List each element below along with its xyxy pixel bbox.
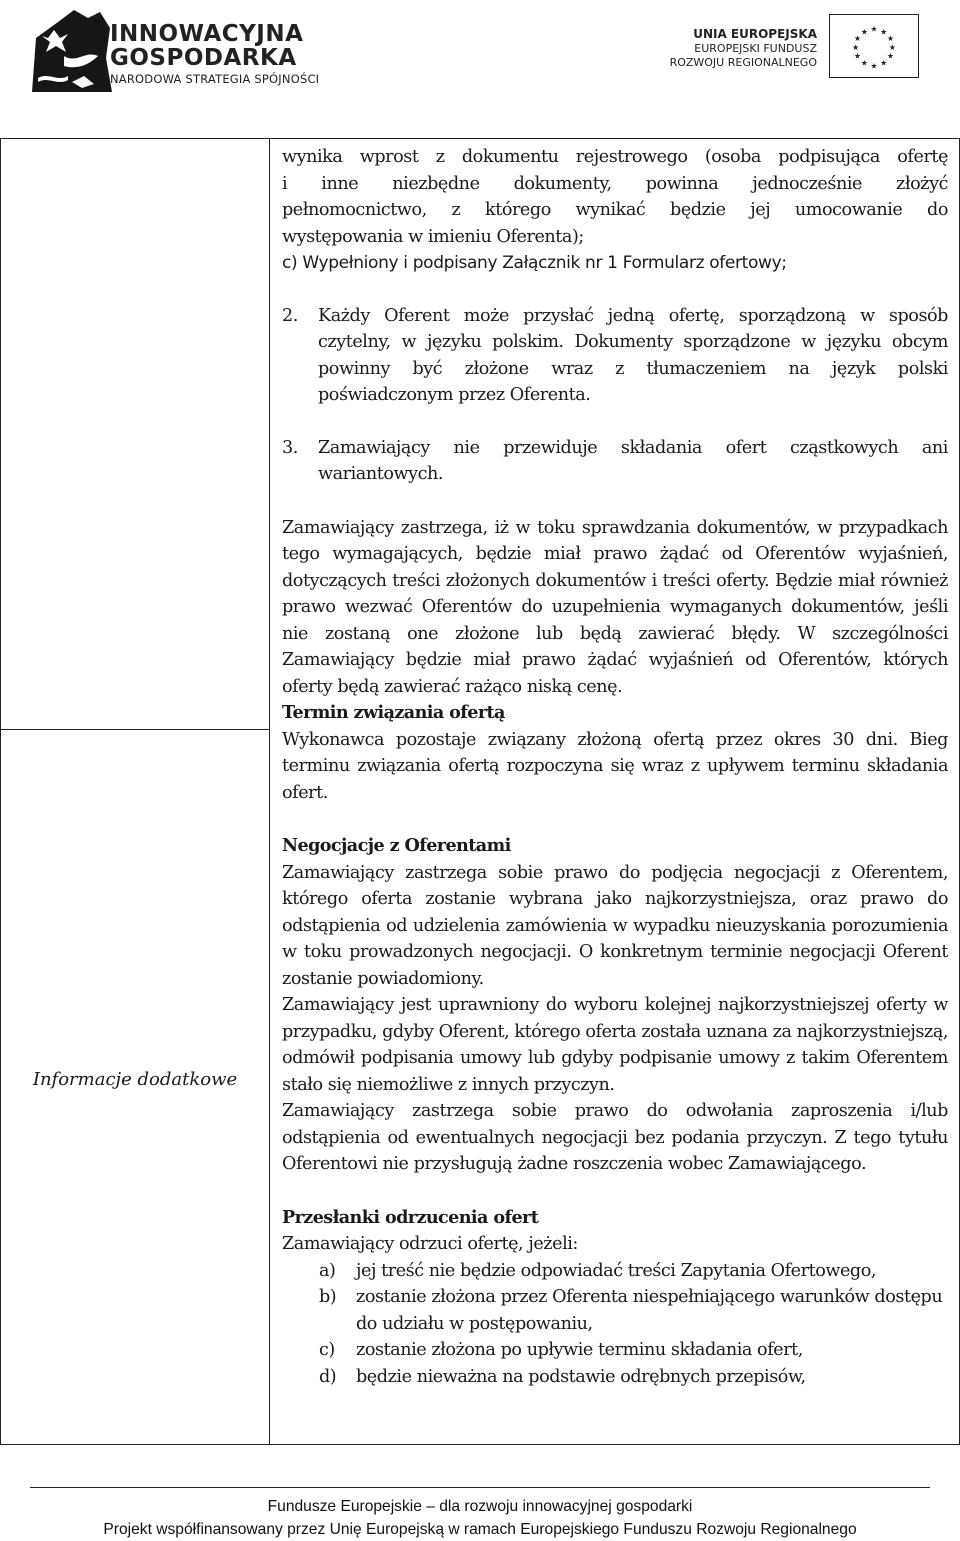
eu-line-2: EUROPEJSKI FUNDUSZ — [694, 42, 817, 55]
svg-text:★: ★ — [880, 27, 888, 37]
list-item — [319, 1258, 948, 1285]
svg-text:★: ★ — [880, 58, 888, 68]
svg-text:★: ★ — [886, 51, 894, 61]
paragraph-negocjacje-1: Zamawiający zastrzega sobie prawo do podjęcia negocjacji z Oferentem, którego oferta zostanie wybrana jako najkorzystniejsza, oraz prawo do odstąpienia od udzielenia zamówienia w wypadku nieuzyskania porozumienia w toku prowadzonych negocjacji. O konkretnym terminie negocjacji Oferent zostanie powiadomiony. — [282, 862, 948, 989]
list-item — [319, 1337, 948, 1364]
list-item — [319, 1364, 948, 1391]
przeslanki-list — [319, 1258, 948, 1391]
svg-text:★: ★ — [860, 27, 868, 37]
przeslanki-intro: Zamawiający odrzuci ofertę, jeżeli: — [282, 1234, 578, 1254]
list-item-letter: d) — [319, 1366, 337, 1387]
svg-text:★: ★ — [854, 34, 862, 44]
svg-text:★: ★ — [888, 42, 896, 52]
footer-line-2: Projekt współfinansowany przez Unię Europejską w ramach Europejskiego Funduszu Rozwoju Regionalnego — [103, 1521, 857, 1538]
item-number: 2. — [282, 305, 298, 326]
label-cell — [1, 729, 269, 1444]
logo-line-1: INNOWACYJNA — [110, 21, 304, 47]
paragraph-zastrzega: Zamawiający zastrzega, iż w toku sprawdzania dokumentów, w przypadkach tego wymagających, będzie miał prawo żądać od Oferentów wyjaśnień, dotyczących treści złożonych dokumentów i treści oferty. Będzie miał również prawo wezwać Oferentów do uzupełnienia wymaganych dokumentów, jeśli nie zostaną one złożone lub będą zawierać błędy. W szczególności Zamawiający będzie miał prawo żądać wyjaśnień od Oferentów, których oferty będą zawierać rażąco niską cenę. — [282, 517, 948, 697]
svg-text:★: ★ — [860, 58, 868, 68]
logo-line-3: NARODOWA STRATEGIA SPÓJNOŚCI — [110, 72, 320, 86]
heading-negocjacje: Negocjacje z Oferentami — [282, 835, 511, 856]
footer-rule — [30, 1487, 930, 1488]
content-cell — [282, 144, 948, 1390]
text-line: występowania w imieniu Oferenta); — [282, 226, 584, 247]
eu-line-1: UNIA EUROPEJSKA — [693, 27, 817, 41]
svg-text:★: ★ — [852, 42, 860, 52]
logo-line-2: GOSPODARKA — [110, 45, 297, 71]
innowacyjna-gospodarka-logo-icon — [28, 8, 114, 92]
item-number: 3. — [282, 437, 298, 458]
svg-text:★: ★ — [886, 34, 894, 44]
svg-text:★: ★ — [870, 24, 878, 34]
list-item-text: będzie nieważna na podstawie odrębnych przepisów, — [356, 1366, 806, 1387]
text-line: i inne niezbędne dokumenty, powinna jednocześnie złożyć — [282, 173, 948, 194]
eu-flag-icon — [829, 14, 919, 78]
list-item-text: zostanie złożona przez Oferenta niespełniającego warunków dostępu do udziału w postępowaniu, — [356, 1287, 943, 1334]
item-text: Zamawiający nie przewiduje składania ofert cząstkowych ani wariantowych. — [318, 437, 948, 484]
column-divider — [269, 139, 270, 1444]
text-line: wynika wprost z dokumentu rejestrowego (osoba podpisująca ofertę — [282, 147, 948, 167]
numbered-item-2 — [282, 303, 948, 409]
eu-wordmark — [670, 27, 817, 70]
list-item-letter: b) — [319, 1287, 337, 1307]
heading-przeslanki: Przesłanki odrzucenia ofert — [282, 1206, 539, 1228]
list-item — [319, 1284, 948, 1337]
paragraph-termin: Wykonawca pozostaje związany złożoną ofertą przez okres 30 dni. Bieg terminu związania ofertą rozpoczyna się wraz z upływem terminu składania ofert. — [282, 729, 948, 803]
svg-text:★: ★ — [870, 61, 878, 71]
list-item-text: jej treść nie będzie odpowiadać treści Zapytania Ofertowego, — [356, 1260, 877, 1281]
numbered-item-3 — [282, 435, 948, 488]
document-table — [0, 138, 960, 1445]
paragraph-negocjacje-2: Zamawiający jest uprawniony do wyboru kolejnej najkorzystniejszej oferty w przypadku, gdyby Oferent, którego oferta została uznana za najkorzystniejszą, odmówił podpisania umowy lub gdyby podpisanie umowy z takim Oferentem stało się niemożliwe z innych przyczyn. — [282, 995, 948, 1095]
page-header — [0, 0, 960, 100]
text-line: pełnomocnictwo, z którego wynikać będzie jej umocowanie do — [282, 200, 948, 220]
item-text: Każdy Oferent może przysłać jedną ofertę, sporządzoną w sposób czytelny, w języku polskim. Dokumenty sporządzone w języku obcym powinny być złożone wraz z tłumaczeniem na język polski poświadczonym przez Oferenta. — [318, 305, 948, 405]
svg-text:★: ★ — [854, 51, 862, 61]
paragraph-negocjacje-3: Zamawiający zastrzega sobie prawo do odwołania zaproszenia i/lub odstąpienia od ewentualnych negocjacji bez podania przyczyn. Z tego tytułu Oferentowi nie przysługują żadne roszczenia wobec Zamawiającego. — [282, 1101, 948, 1174]
list-item-letter: a) — [319, 1260, 336, 1281]
footer-line-1: Fundusze Europejskie – dla rozwoju innowacyjnej gospodarki — [267, 1498, 693, 1515]
row-label: Informacje dodatkowe — [32, 1069, 238, 1090]
list-item-letter: c) — [319, 1340, 335, 1360]
list-item-c: c) Wypełniony i podpisany Załącznik nr 1 Formularz ofertowy; — [282, 253, 787, 273]
list-item-text: zostanie złożona po upływie terminu składania ofert, — [356, 1340, 803, 1360]
eu-line-3: ROZWOJU REGIONALNEGO — [669, 56, 817, 69]
innowacyjna-gospodarka-wordmark — [110, 22, 319, 88]
page-footer — [0, 1495, 960, 1541]
heading-termin: Termin związania ofertą — [282, 702, 505, 723]
